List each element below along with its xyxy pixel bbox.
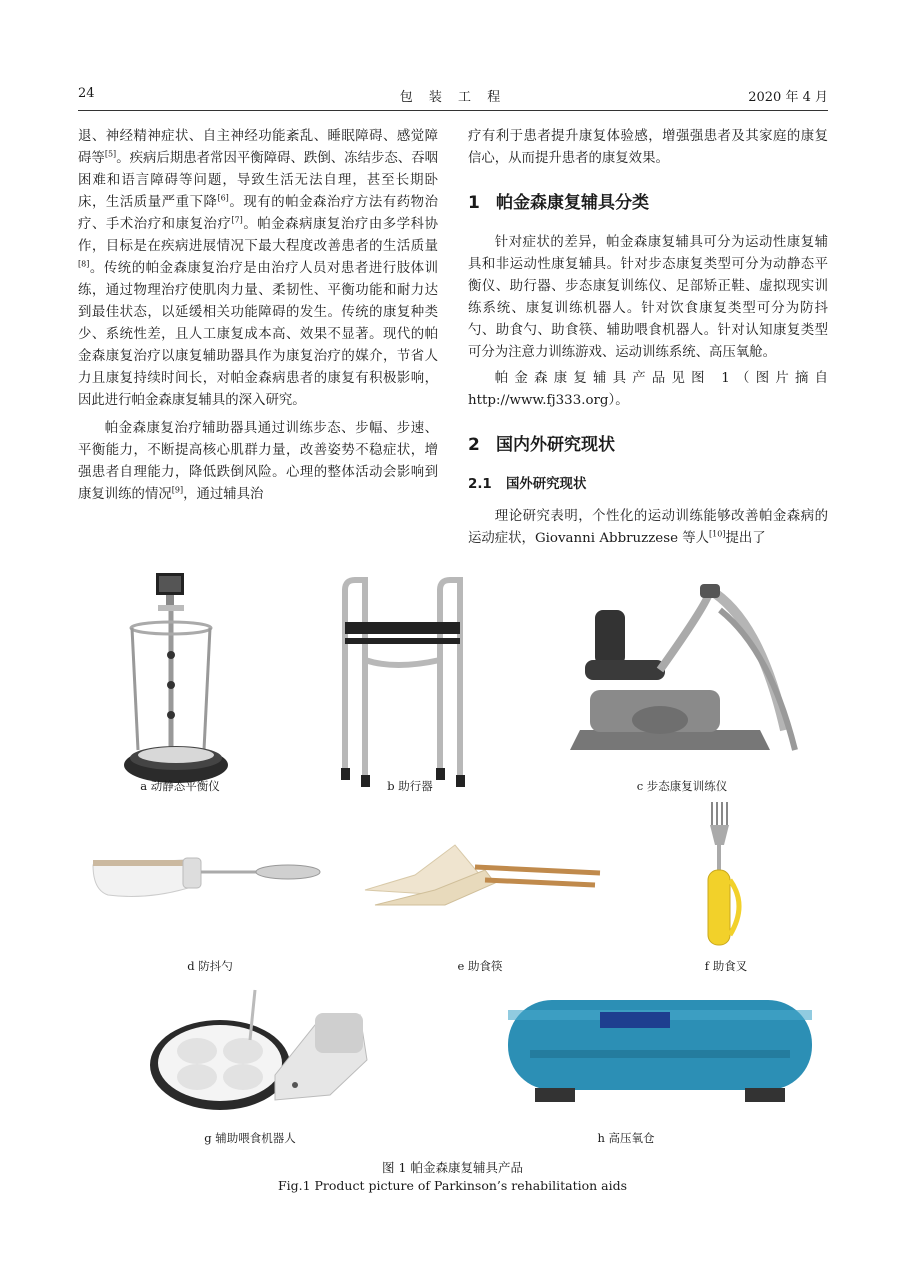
hyperbaric-chamber-image (500, 990, 820, 1110)
page-header (78, 86, 828, 108)
subfigure-caption: g 辅助喂食机器人 (204, 1131, 296, 1145)
text: 。传统的帕金森康复治疗是由治疗人员对患者进行肢体训练，通过物理治疗使肌肉力量、柔韧性、平衡功能和耐力达到最佳状态，以延缓相关功能障碍的发生。传统的康复种类少、系统性差，且人工康复成本高、效果不显著。现代的帕金森康复治疗以康复辅助器具作为康复治疗的媒介，节省人力且康复持续时间长，对帕金森病患者的康复有积极影响，因此进行帕金森康复辅具的深入研究。 (78, 261, 438, 408)
text: ，通过辅具治 (183, 487, 264, 502)
section-heading (468, 434, 828, 456)
issue-date: 2020 年 4 月 (748, 90, 828, 105)
page-number: 24 (78, 86, 95, 101)
citation[interactable]: [9] (171, 485, 184, 495)
citation[interactable]: [7] (231, 215, 243, 225)
section-title: 国内外研究现状 (496, 435, 615, 455)
subfigure-caption: d 防抖勺 (187, 959, 233, 973)
subsection-heading (468, 474, 828, 496)
text: 帕金森康复治疗辅助器具通过训练步态、步幅、步速、平衡能力，不断提高核心肌群力量，改善姿势不稳症状，增强患者自理能力，降低跌倒风险。心理的整体活动会影响到康复训练的情况 (78, 421, 438, 502)
header-rule (78, 110, 828, 111)
paragraph (78, 126, 438, 412)
paragraph (468, 506, 828, 550)
assist-fork-image (700, 800, 750, 950)
right-column (468, 126, 828, 550)
section-number: 1 (468, 193, 480, 213)
citation[interactable]: [5] (104, 149, 117, 159)
feeding-robot-image (145, 985, 375, 1120)
stabilizing-spoon-image (88, 840, 328, 910)
paragraph: 帕金森康复辅具产品见图 1（图片摘自 http://www.fj333.org）。 (468, 371, 828, 408)
citation[interactable]: [10] (709, 529, 726, 539)
text: 。帕金森病康复治疗由多学科协作，目标是在疾病进展情况下最大程度改善患者的生活质量 (78, 217, 439, 254)
figure-caption-en: Fig.1 Product picture of Parkinson’s rehabilitation aids (277, 1178, 628, 1193)
paragraph: 针对症状的差异，帕金森康复辅具可分为运动性康复辅具和非运动性康复辅具。针对步态康复类型可分为动静态平衡仪、助行器、步态康复训练仪、足部矫正鞋、虚拟现实训练系统、康复训练机器人。针对饮食康复类型可分为防抖勺、助食勺、助食筷、辅助喂食机器人。针对认知康复类型可分为注意力训练游戏、运动训练系统、高压氧舱。 (468, 235, 828, 360)
subfigure-caption: h 高压氧仓 (597, 1131, 655, 1145)
text: 提出了 (725, 531, 766, 546)
subfigure-caption: a 动静态平衡仪 (140, 779, 220, 793)
section-number: 2 (468, 435, 480, 455)
walker-image (325, 570, 495, 790)
subfigure-caption: c 步态康复训练仪 (636, 779, 728, 793)
text: 理论研究表明，个性化的运动训练能够改善帕金森病的运动症状，Giovanni Abbruzzese 等人 (468, 509, 828, 546)
subsection-title: 国外研究现状 (506, 477, 587, 492)
subfigure-caption: b 助行器 (387, 779, 433, 793)
text: 。疾病后期患者常因平衡障碍、跌倒、冻结步态、吞咽困难和语言障碍等问题，导致生活无法自理，甚至长期卧床，生活质量严重下降 (78, 151, 439, 210)
paragraph (78, 418, 438, 506)
journal-name: 包 装 工 程 (399, 90, 507, 105)
section-title: 帕金森康复辅具分类 (496, 193, 649, 213)
text: 。现有的帕金森治疗方法有药物治疗、手术治疗和康复治疗 (78, 195, 439, 232)
balance-trainer-image (120, 565, 240, 795)
section-heading (468, 192, 828, 214)
figure-caption-cn: 图 1 帕金森康复辅具产品 (382, 1160, 523, 1175)
text: 退、神经精神症状、自主神经功能紊乱、睡眠障碍、感觉障碍等 (78, 129, 438, 166)
subfigure-caption: f 助食叉 (704, 959, 748, 973)
subfigure-caption: e 助食筷 (457, 959, 503, 973)
paragraph: 疗有利于患者提升康复体验感，增强强患者及其家庭的康复信心，从而提升患者的康复效果。 (468, 129, 828, 166)
citation[interactable]: [8] (78, 259, 90, 269)
assist-chopsticks-image (355, 835, 605, 915)
left-column (78, 126, 438, 506)
gait-trainer-image (560, 580, 805, 760)
citation[interactable]: [6] (217, 193, 229, 203)
subsection-number: 2.1 (468, 477, 492, 492)
